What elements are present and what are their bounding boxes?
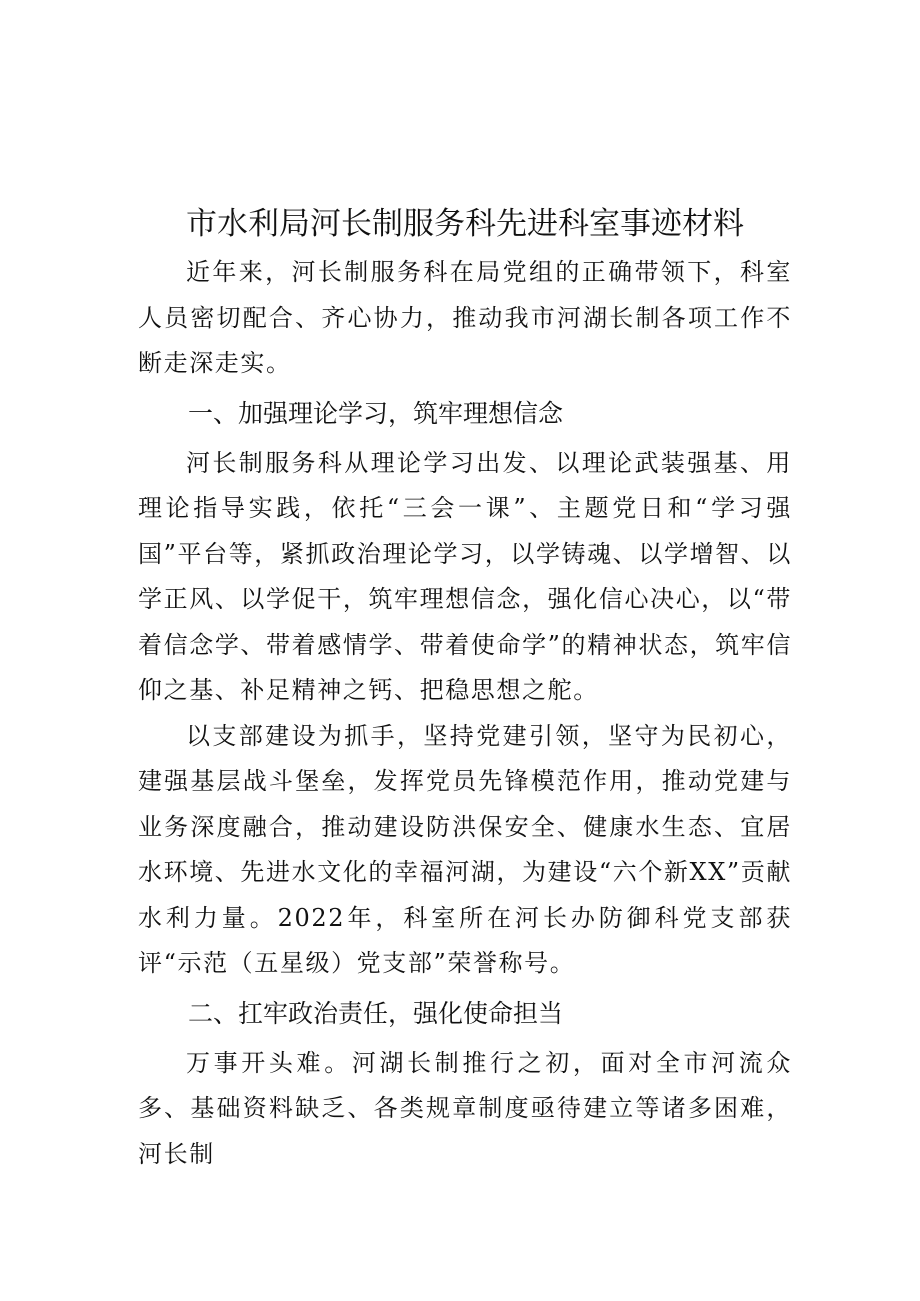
section-1-heading: 一、加强理论学习，筑牢理想信念 bbox=[188, 398, 564, 428]
section-2-heading: 二、扛牢政治责任，强化使命担当 bbox=[188, 998, 564, 1028]
section-2-paragraph-1: 万事开头难。河湖长制推行之初，面对全市河流众多、基础资料缺乏、各类规章制度亟待建立等诸多困难，河长制 bbox=[138, 1048, 792, 1168]
document-body bbox=[138, 198, 792, 1177]
section-1-paragraph-1: 河长制服务科从理论学习出发、以理论武装强基、用理论指导实践，依托“三会一课”、主题党日和“学习强国”平台等，紧抓政治理论学习，以学铸魂、以学增智、以学正风、以学促干，筑牢理想信念，强化信心决心，以“带着信念学、带着感情学、带着使命学”的精神状态，筑牢信仰之基、补足精神之钙、把稳思想之舵。 bbox=[138, 448, 792, 704]
document-title: 市水利局河长制服务科先进科室事迹材料 bbox=[186, 206, 744, 242]
section-1-paragraph-2: 以支部建设为抓手，坚持党建引领，坚守为民初心，建强基层战斗堡垒，发挥党员先锋模范作用，推动党建与业务深度融合，推动建设防洪保安全、健康水生态、宜居水环境、先进水文化的幸福河湖，为建设“六个新XX”贡献水利力量。2022年，科室所在河长办防御科党支部获评“示范（五星级）党支部”荣誉称号。 bbox=[138, 721, 792, 977]
intro-paragraph: 近年来，河长制服务科在局党组的正确带领下，科室人员密切配合、齐心协力，推动我市河湖长制各项工作不断走深走实。 bbox=[138, 258, 792, 377]
